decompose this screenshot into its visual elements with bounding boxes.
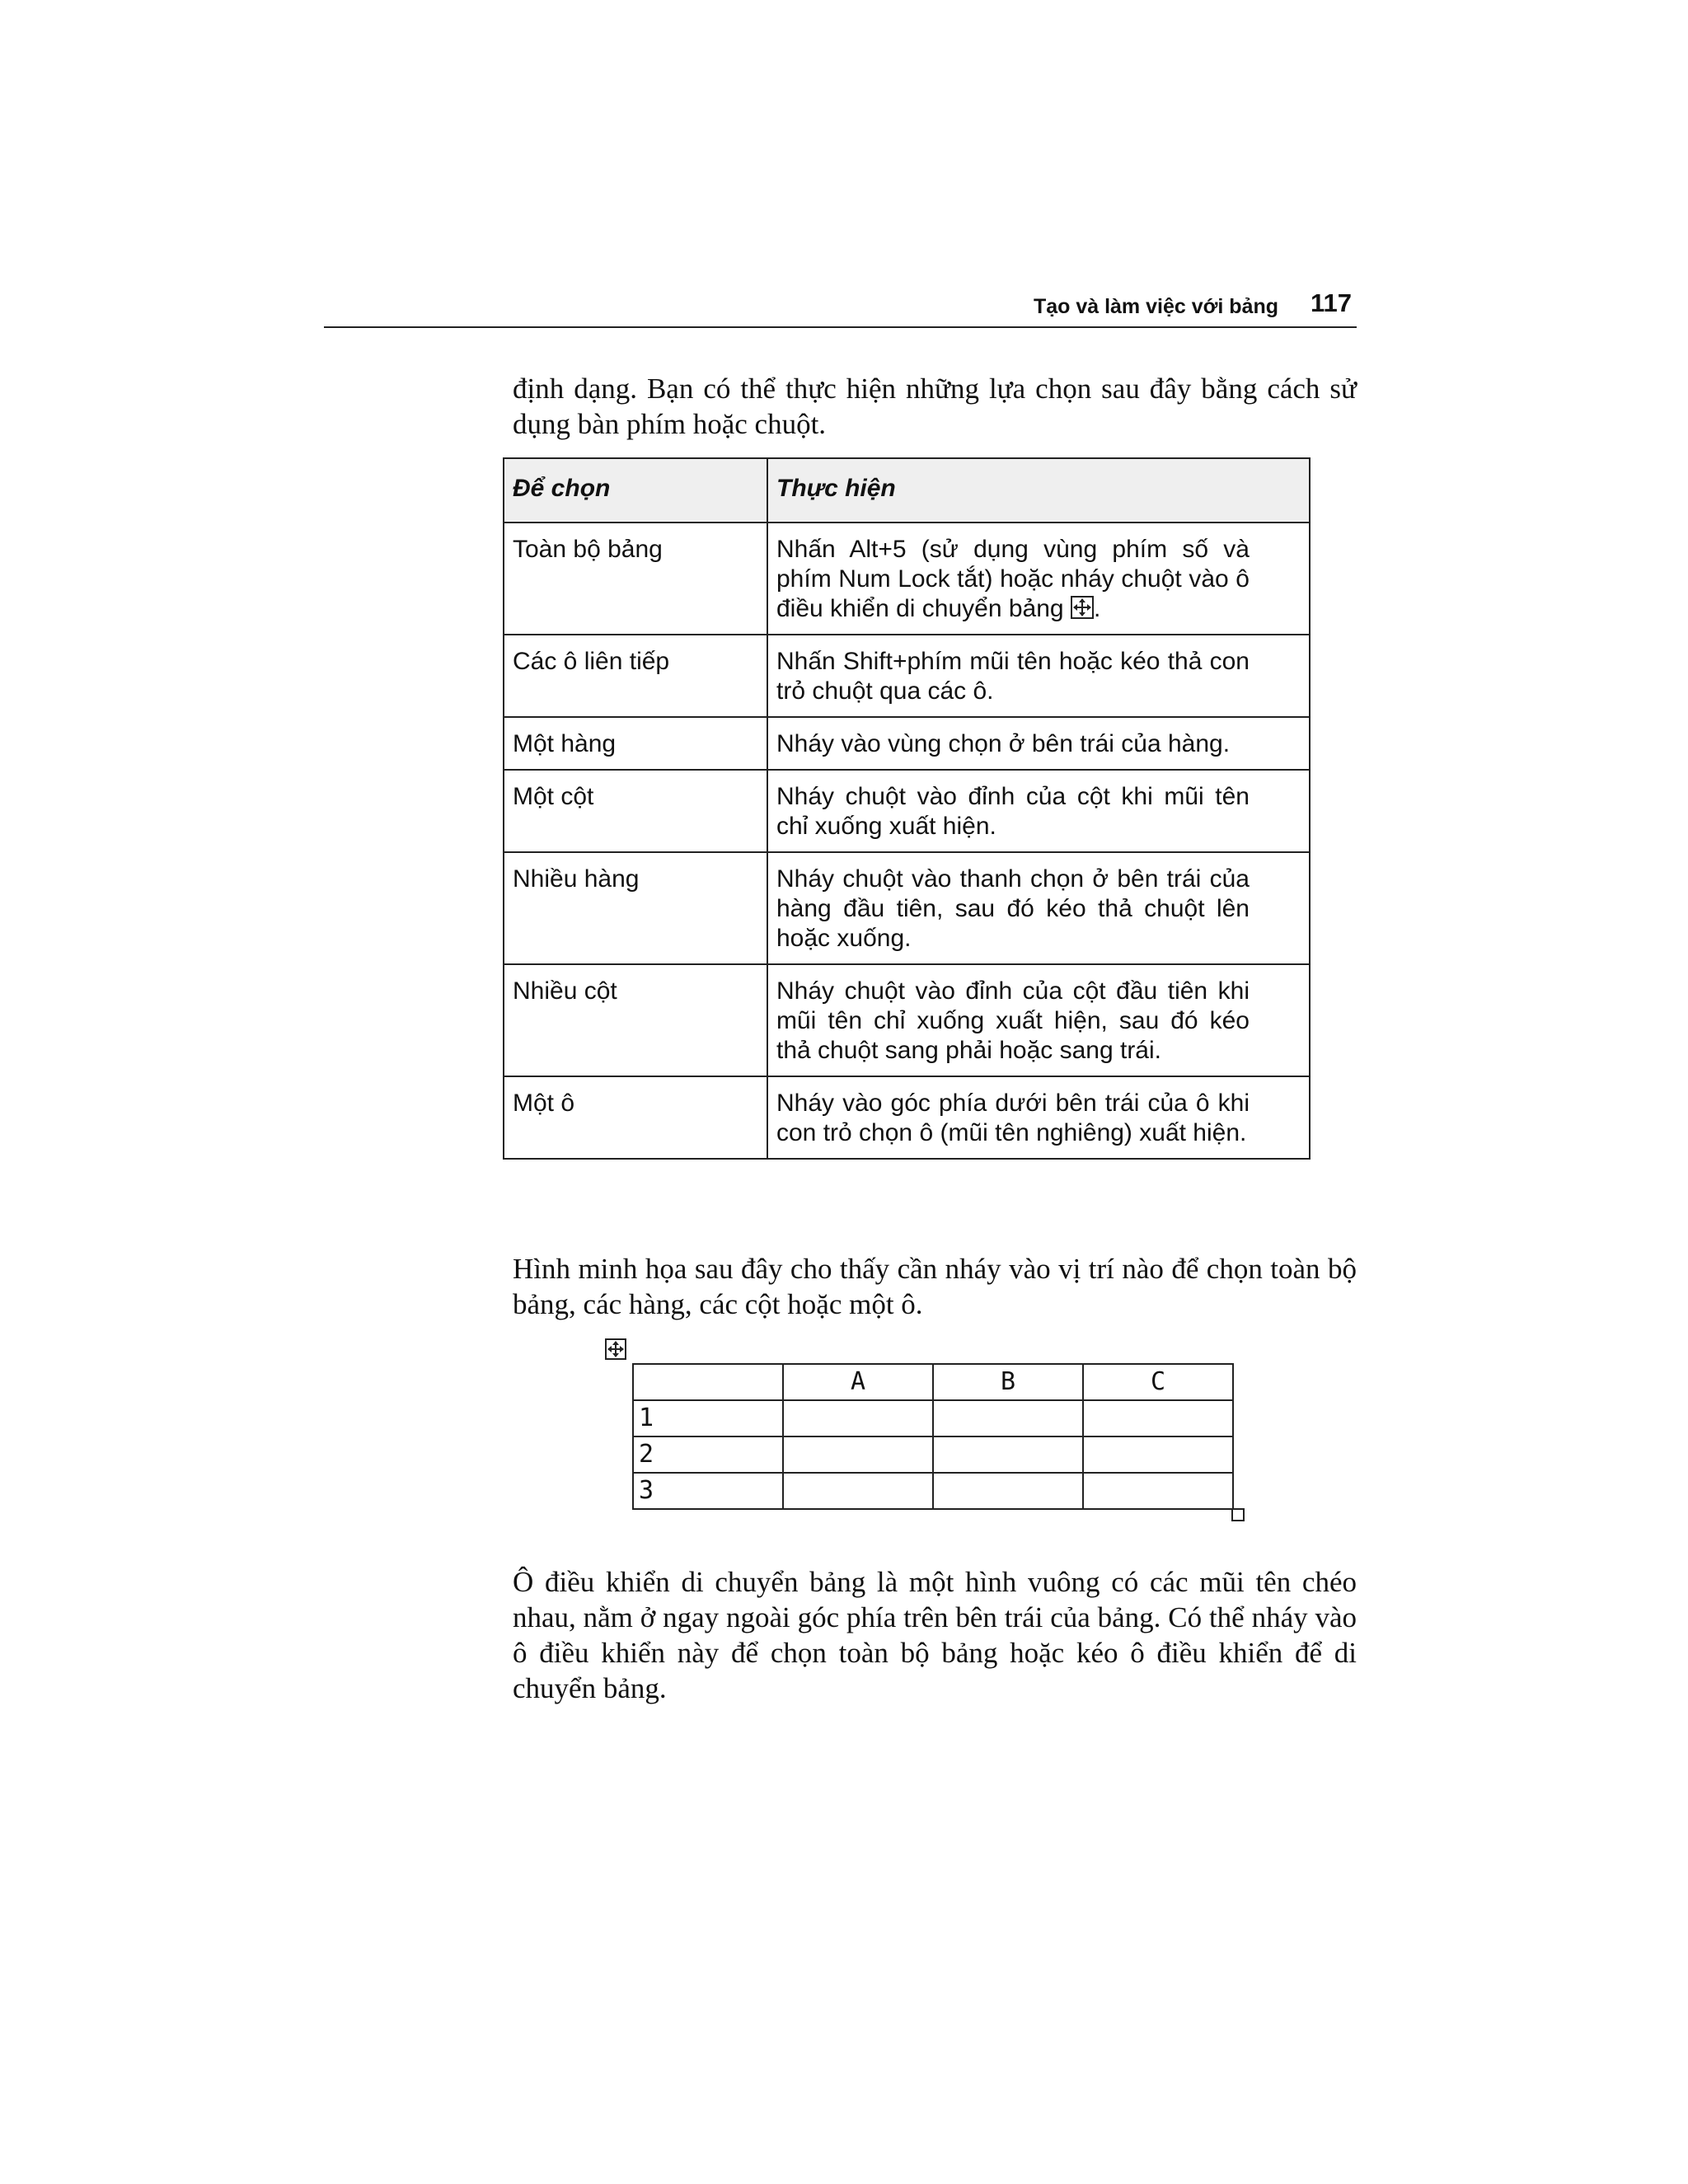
grid-row [633,1436,1233,1473]
grid-corner-cell[interactable] [633,1364,783,1400]
figure-intro-paragraph: Hình minh họa sau đây cho thấy cần nháy vào vị trí nào để chọn toàn bộ bảng, các hàng, các cột hoặc một ô. [513,1253,1357,1320]
grid-cell[interactable] [783,1400,933,1436]
column-header-b[interactable]: B [933,1364,1083,1400]
action-cell: Nhấn Shift+phím mũi tên hoặc kéo thả con trỏ chuột qua các ô. [767,635,1310,717]
table-move-handle-icon[interactable] [605,1338,626,1360]
table-row [504,964,1310,1076]
select-target-cell: Nhiều cột [504,964,767,1076]
grid-cell[interactable] [783,1436,933,1473]
action-cell: Nháy chuột vào thanh chọn ở bên trái của hàng đầu tiên, sau đó kéo thả chuột lên hoặc xuống. [767,852,1310,964]
table-row [504,523,1310,635]
action-cell: Nháy vào góc phía dưới bên trái của ô khi con trỏ chọn ô (mũi tên nghiêng) xuất hiện. [767,1076,1310,1159]
select-target-cell: Toàn bộ bảng [504,523,767,635]
row-header-2[interactable]: 2 [633,1436,783,1473]
action-cell: Nháy vào vùng chọn ở bên trái của hàng. [767,717,1310,770]
action-cell: Nháy chuột vào đỉnh của cột đầu tiên khi mũi tên chỉ xuống xuất hiện, sau đó kéo thả chuột sang phải hoặc sang trái. [767,964,1310,1076]
grid-header-row [633,1364,1233,1400]
grid-row [633,1473,1233,1509]
column-header-a[interactable]: A [783,1364,933,1400]
action-suffix: . [1093,595,1101,622]
selection-table [503,457,1311,1160]
table-row [504,770,1310,852]
grid-cell[interactable] [783,1473,933,1509]
header-to-select: Để chọn [504,458,767,523]
closing-paragraph: Ô điều khiển di chuyển bảng là một hình vuông có các mũi tên chéo nhau, nằm ở ngay ngoài góc phía trên bên trái của bảng. Có thể nháy vào ô điều khiển này để chọn toàn bộ bảng hoặc kéo ô điều khiển để di chuyển bảng. [513,1566,1357,1704]
table-illustration [603,1335,1254,1533]
grid-cell[interactable] [933,1473,1083,1509]
grid-cell[interactable] [933,1400,1083,1436]
row-header-3[interactable]: 3 [633,1473,783,1509]
table-move-handle-icon [1071,596,1094,619]
action-cell [767,523,1310,635]
table-resize-handle-icon[interactable] [1231,1508,1245,1521]
table-row [504,852,1310,964]
action-text: Nhấn Alt+5 (sử dụng vùng phím số và phím Num Lock tắt) hoặc nháy chuột vào ô điều khiển di chuyển bảng [776,536,1250,622]
select-target-cell: Nhiều hàng [504,852,767,964]
action-cell: Nháy chuột vào đỉnh của cột khi mũi tên chỉ xuống xuất hiện. [767,770,1310,852]
row-header-1[interactable]: 1 [633,1400,783,1436]
running-header-title: Tạo và làm việc với bảng [1033,295,1278,318]
select-target-cell: Một cột [504,770,767,852]
table-row [504,635,1310,717]
grid-cell[interactable] [933,1436,1083,1473]
running-header [324,288,1357,328]
grid-cell[interactable] [1083,1436,1233,1473]
grid-row [633,1400,1233,1436]
select-target-cell: Các ô liên tiếp [504,635,767,717]
select-target-cell: Một hàng [504,717,767,770]
table-row [504,1076,1310,1159]
sample-grid [632,1363,1234,1510]
column-header-c[interactable]: C [1083,1364,1233,1400]
select-target-cell: Một ô [504,1076,767,1159]
intro-paragraph: định dạng. Bạn có thể thực hiện những lựa chọn sau đây bằng cách sử dụng bàn phím hoặc chuột. [513,373,1357,440]
grid-cell[interactable] [1083,1400,1233,1436]
header-action: Thực hiện [767,458,1310,523]
page-number: 117 [1310,288,1352,317]
grid-cell[interactable] [1083,1473,1233,1509]
selection-table-header-row [504,458,1310,523]
table-row [504,717,1310,770]
